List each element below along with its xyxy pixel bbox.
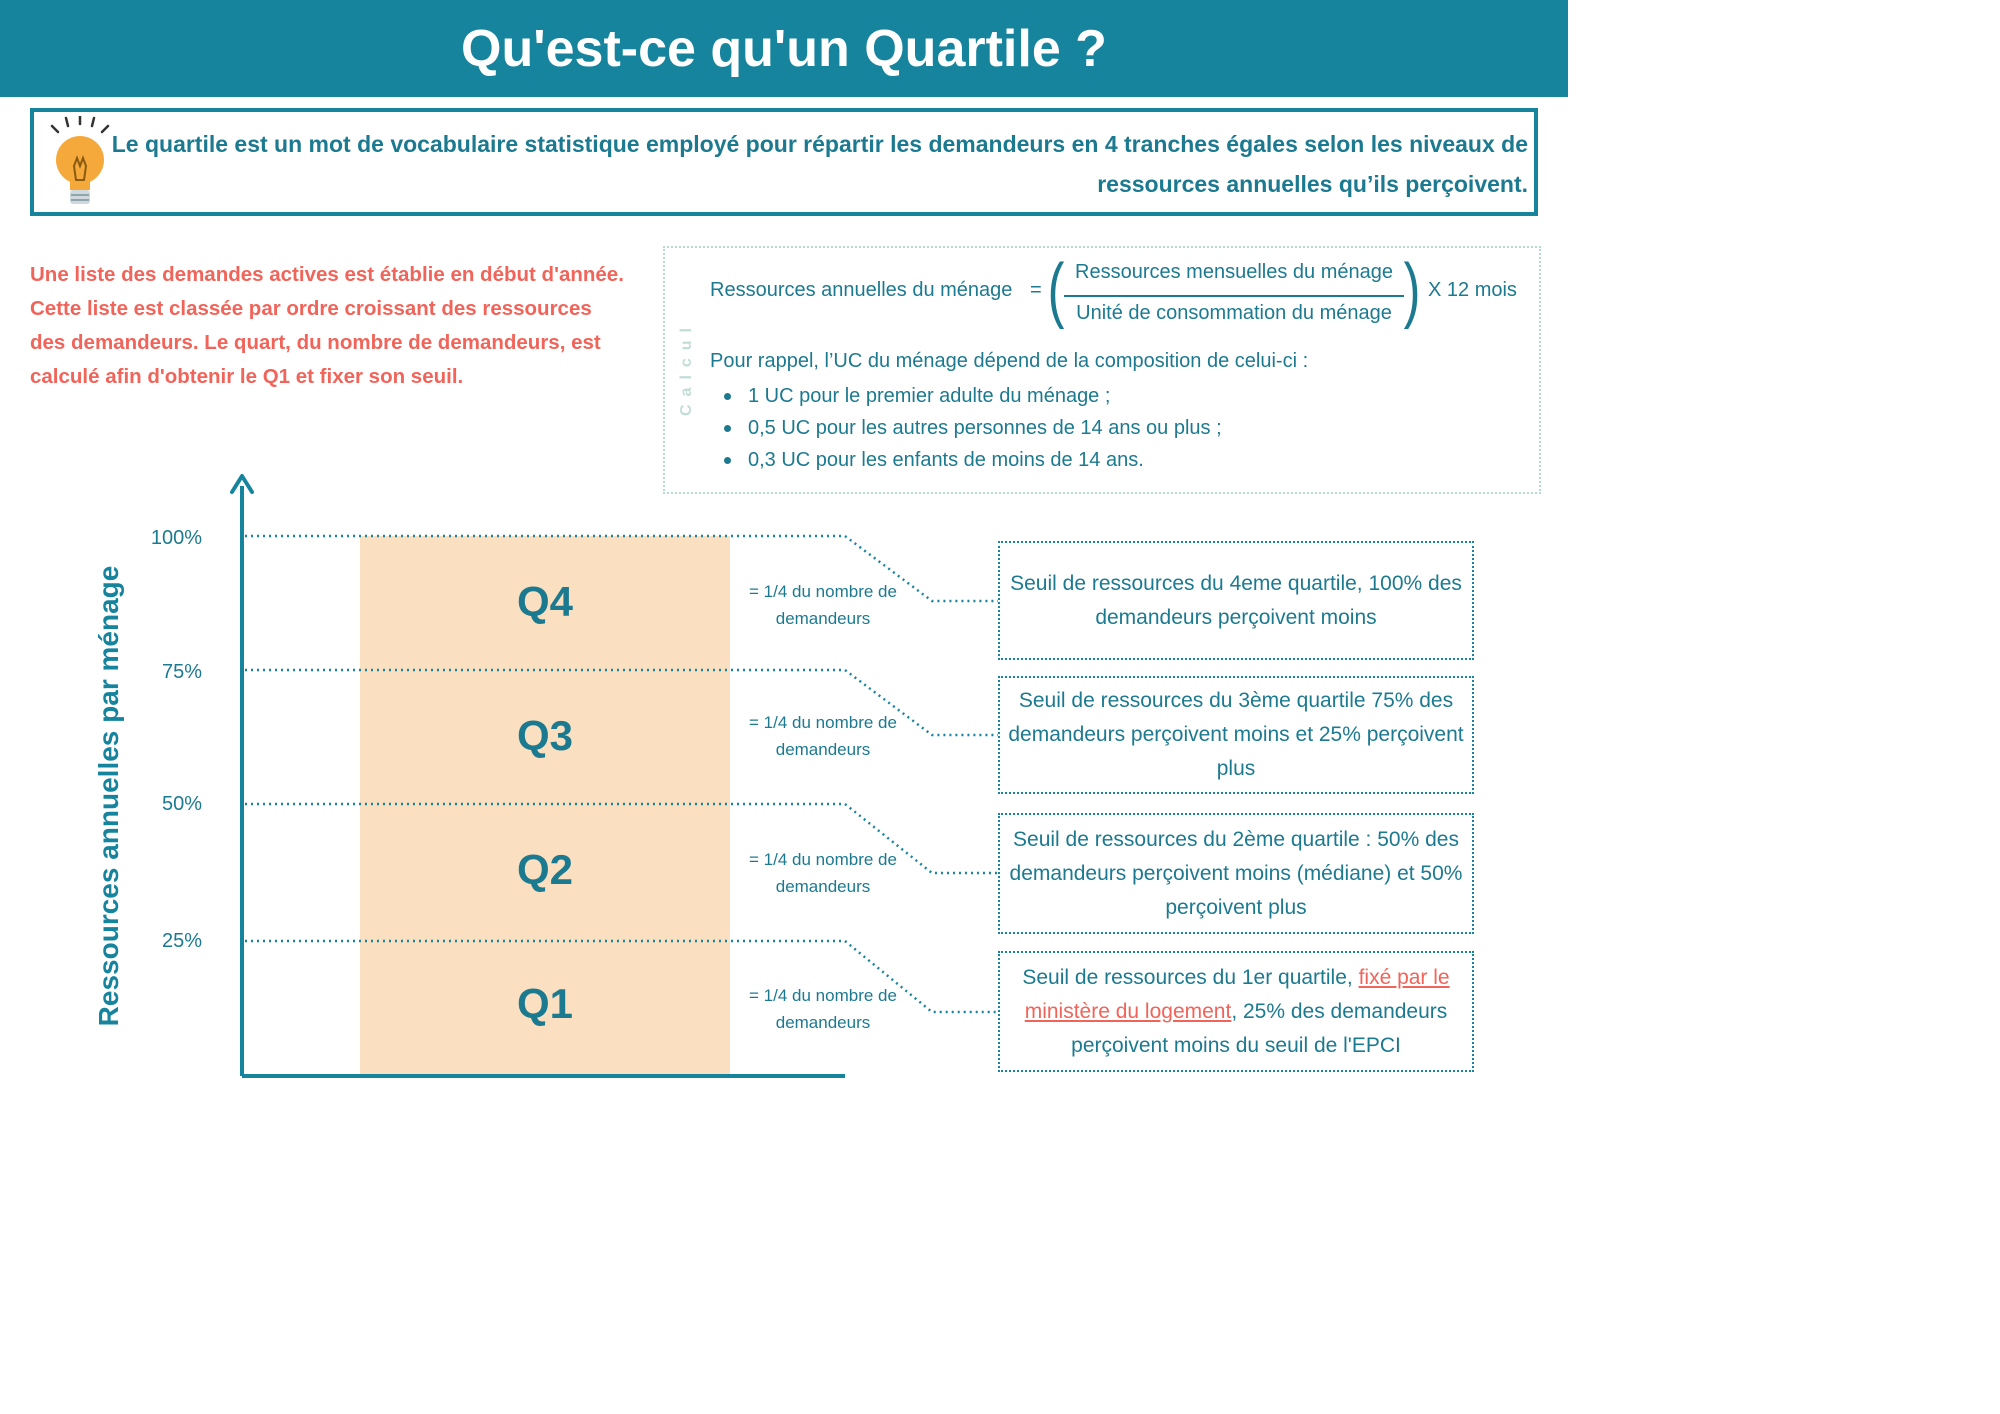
formula-denominator: Unité de consommation du ménage: [1076, 302, 1392, 324]
seuil-text: [1006, 961, 1466, 1063]
definition-text: Le quartile est un mot de vocabulaire statistique employé pour répartir les demandeurs en 4 tranches égales selon les niveaux de ressources annuelles qu’ils perçoivent.: [111, 131, 1528, 197]
intro-text: Une liste des demandes actives est établie en début d'année. Cette liste est classée par ordre croissant des ressources des demandeurs. Le quart, du nombre de demandeurs, est calculé afin d'obtenir le Q1 et fixer son seuil.: [30, 263, 624, 388]
quarter-note: = 1/4 du nombre de demandeurs: [749, 713, 897, 759]
quarter-note: = 1/4 du nombre de demandeurs: [749, 582, 897, 628]
tick-label: 100%: [150, 527, 202, 549]
uc-reminder: Pour rappel, l’UC du ménage dépend de la composition de celui-ci :: [710, 350, 1309, 372]
calcul-label: Calcul: [678, 319, 695, 417]
quarter-note: = 1/4 du nombre de demandeurs: [749, 850, 897, 896]
tick-label: 75%: [161, 661, 202, 683]
seuil-text: Seuil de ressources du 3ème quartile 75% des demandeurs perçoivent moins et 25% perçoivent plus: [1008, 689, 1464, 780]
ministere-link[interactable]: fixé par le ministère du logement: [1024, 965, 1450, 1023]
seuil-box-q4: [998, 541, 1474, 660]
seuil-text-pre: Seuil de ressources du 1er quartile,: [1022, 965, 1359, 989]
quartile-label-q3: Q3: [516, 712, 574, 759]
formula-equals: =: [1030, 279, 1042, 301]
uc-item: 0,5 UC pour les autres personnes de 14 ans ou plus ;: [720, 412, 1222, 444]
seuil-text: Seuil de ressources du 4eme quartile, 100% des demandeurs perçoivent moins: [1010, 571, 1462, 629]
quartile-label-q1: Q1: [516, 980, 574, 1027]
quartile-label-q2: Q2: [516, 846, 574, 893]
quarter-note: = 1/4 du nombre de demandeurs: [749, 986, 897, 1032]
tick-label: 25%: [161, 930, 202, 952]
uc-item: 0,3 UC pour les enfants de moins de 14 ans.: [720, 444, 1222, 476]
uc-item: 1 UC pour le premier adulte du ménage ;: [720, 380, 1222, 412]
seuil-text-post: , 25% des demandeurs perçoivent moins du seuil de l'EPCI: [1071, 999, 1448, 1057]
seuil-text: Seuil de ressources du 2ème quartile : 50% des demandeurs perçoivent moins (médiane) et 50% perçoivent plus: [1009, 827, 1463, 919]
formula-multiplier: X 12 mois: [1428, 279, 1517, 301]
quartile-label-q4: Q4: [516, 578, 574, 625]
seuil-box-q1: [998, 951, 1474, 1072]
right-paren: ): [1403, 250, 1421, 330]
seuil-box-q3: [998, 676, 1474, 794]
left-paren: (: [1047, 250, 1065, 330]
seuil-box-q2: [998, 813, 1474, 934]
formula-numerator: Ressources mensuelles du ménage: [1075, 261, 1393, 283]
tick-label: 50%: [161, 793, 202, 815]
y-axis-label: Ressources annuelles par ménage: [93, 565, 124, 1027]
page-title: Qu'est-ce qu'un Quartile ?: [0, 0, 1568, 97]
formula-left: Ressources annuelles du ménage: [710, 279, 1013, 301]
